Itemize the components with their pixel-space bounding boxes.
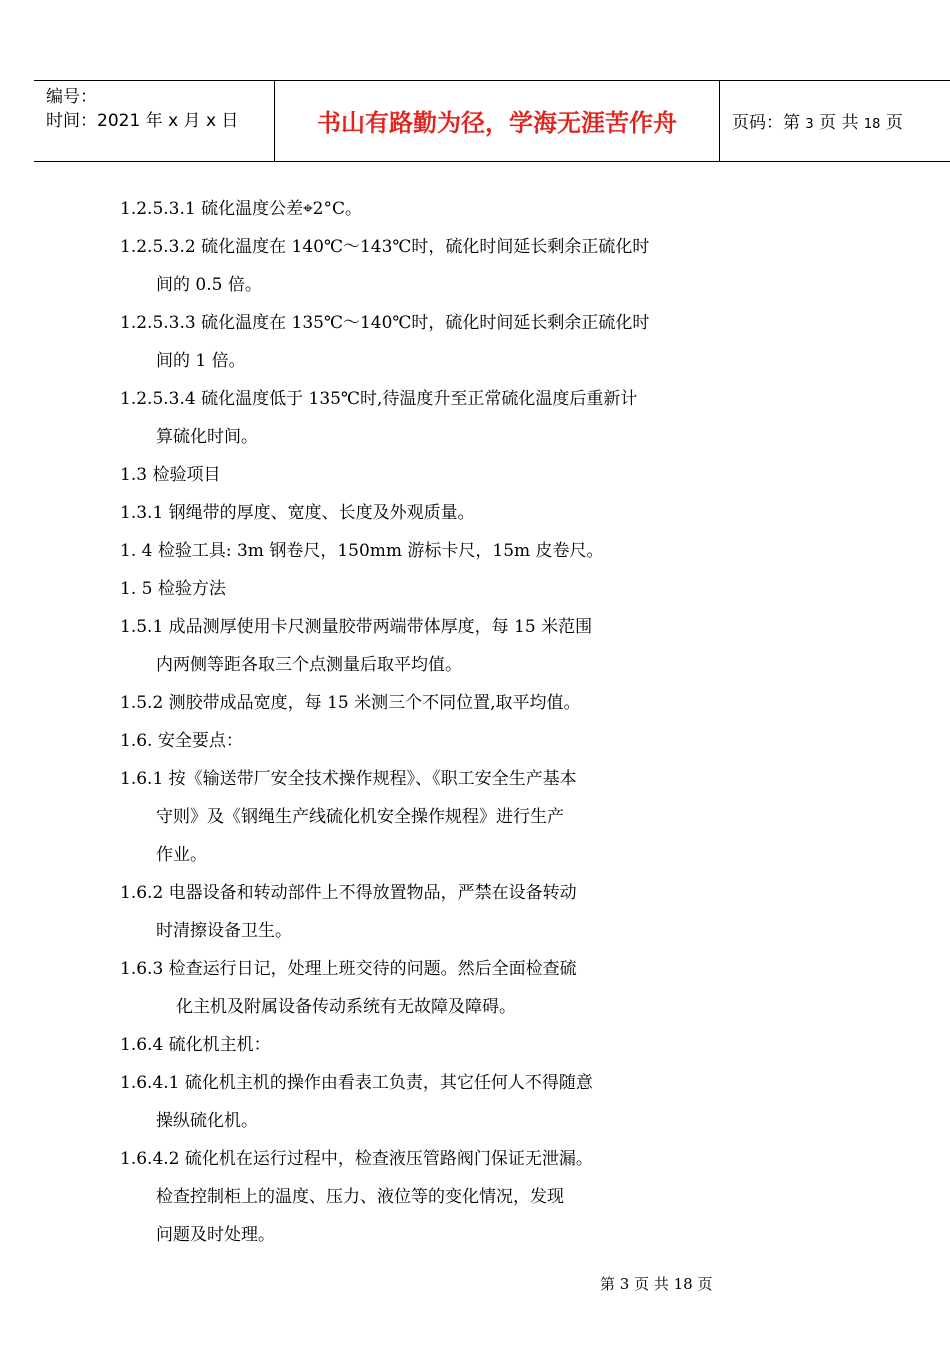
page-total: 18	[863, 117, 881, 132]
text-line: 1.2.5.3.3 硫化温度在 135℃～140℃时，硫化时间延长剩余正硫化时	[120, 313, 650, 333]
text-line: 间的 0.5 倍。	[156, 275, 262, 295]
day: x	[205, 111, 217, 131]
text-line: 1.6. 安全要点：	[120, 731, 243, 751]
page-current: 3	[805, 117, 814, 132]
text-line: 1.6.4 硫化机主机：	[120, 1035, 271, 1055]
header-motto: 书山有路勤为径，学海无涯苦作舟	[317, 109, 677, 137]
page-label: 页码：第	[732, 113, 806, 133]
text-line: 1.6.3 检查运行日记，处理上班交待的问题。然后全面检查硫	[120, 959, 577, 979]
time-label: 时间：	[46, 111, 97, 131]
text-line: 内两侧等距各取三个点测量后取平均值。	[156, 655, 462, 675]
text-line: 1.5.1 成品测厚使用卡尺测量胶带两端带体厚度，每 15 米范围	[120, 617, 593, 637]
text-line: 1.3 检验项目	[120, 465, 221, 485]
page-header	[34, 80, 950, 162]
text-line: 间的 1 倍。	[156, 351, 246, 371]
month: x	[168, 111, 179, 131]
text-line: 1.2.5.3.1 硫化温度公差⌖2°C。	[120, 199, 362, 219]
page-mid: 页 共	[813, 113, 864, 133]
day-unit: 日	[216, 111, 239, 131]
text-line: 检查控制柜上的温度、压力、液位等的变化情况，发现	[156, 1187, 564, 1207]
month-unit: 月	[178, 111, 206, 131]
text-line: 时清擦设备卫生。	[156, 921, 292, 941]
text-line: 算硫化时间。	[156, 427, 258, 447]
page-end: 页	[880, 113, 903, 133]
header-meta	[46, 85, 238, 133]
page-footer: 第 3 页 共 18 页	[600, 1275, 713, 1293]
text-line: 1.3.1 钢绳带的厚度、宽度、长度及外观质量。	[120, 503, 475, 523]
year-unit: 年	[140, 111, 169, 131]
text-line: 1.6.2 电器设备和转动部件上不得放置物品，严禁在设备转动	[120, 883, 577, 903]
text-line: 1. 5 检验方法	[120, 579, 226, 599]
text-line: 1.6.1 按《输送带厂安全技术操作规程》、《职工安全生产基本	[120, 769, 577, 789]
number-label: 编号：	[46, 87, 97, 107]
text-line: 化主机及附属设备传动系统有无故障及障碍。	[176, 997, 516, 1017]
text-line: 1.2.5.3.2 硫化温度在 140℃～143℃时，硫化时间延长剩余正硫化时	[120, 237, 650, 257]
year: 2021	[97, 111, 141, 131]
text-line: 1.6.4.2 硫化机在运行过程中，检查液压管路阀门保证无泄漏。	[120, 1149, 593, 1169]
text-line: 守则》及《钢绳生产线硫化机安全操作规程》进行生产	[156, 807, 564, 827]
text-line: 1.5.2 测胶带成品宽度，每 15 米测三个不同位置,取平均值。	[120, 693, 581, 713]
header-page-info	[732, 111, 903, 137]
text-line: 1.6.4.1 硫化机主机的操作由看表工负责，其它任何人不得随意	[120, 1073, 593, 1093]
text-line: 问题及时处理。	[156, 1225, 275, 1245]
text-line: 操纵硫化机。	[156, 1111, 258, 1131]
time-line	[46, 109, 238, 133]
text-line: 1. 4 检验工具: 3m 钢卷尺，150mm 游标卡尺，15m 皮卷尺。	[120, 541, 604, 561]
text-line: 作业。	[156, 845, 207, 865]
text-line: 1.2.5.3.4 硫化温度低于 135℃时,待温度升至正常硫化温度后重新计	[120, 389, 638, 409]
header-divider-right	[719, 81, 720, 162]
